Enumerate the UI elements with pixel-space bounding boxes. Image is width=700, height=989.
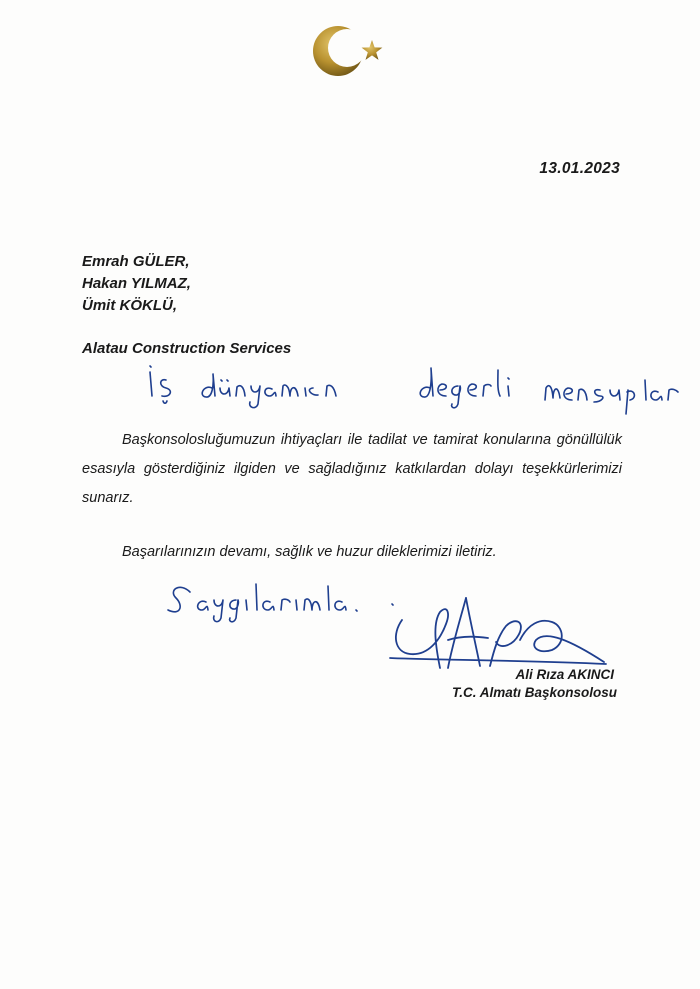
closing-line: Başarılarınızın devamı, sağlık ve huzur dileklerimizi iletiriz. [122, 544, 497, 560]
company-name: Alatau Construction Services [82, 340, 292, 357]
recipient-name: Emrah GÜLER, [82, 253, 190, 270]
recipient-list [82, 251, 191, 317]
letter-date: 13.01.2023 [539, 160, 620, 177]
signatory-name: Ali Rıza AKINCI [515, 667, 614, 682]
handwritten-closing [168, 584, 393, 622]
crescent-star-icon [308, 20, 388, 82]
recipient-name: Ümit KÖKLÜ, [82, 297, 177, 314]
handwritten-greeting [150, 366, 678, 414]
letter-body: Başkonsolosluğumuzun ihtiyaçları ile tadilat ve tamirat konularına gönüllülük esasıyla gösterdiğiniz ilgiden ve sağladığınız katkılardan dolayı teşekkürlerimizi sunarız. [82, 432, 622, 506]
recipient-name: Hakan YILMAZ, [82, 275, 191, 292]
handwritten-signature [390, 598, 606, 668]
signatory-title: T.C. Almatı Başkonsolosu [451, 685, 617, 700]
